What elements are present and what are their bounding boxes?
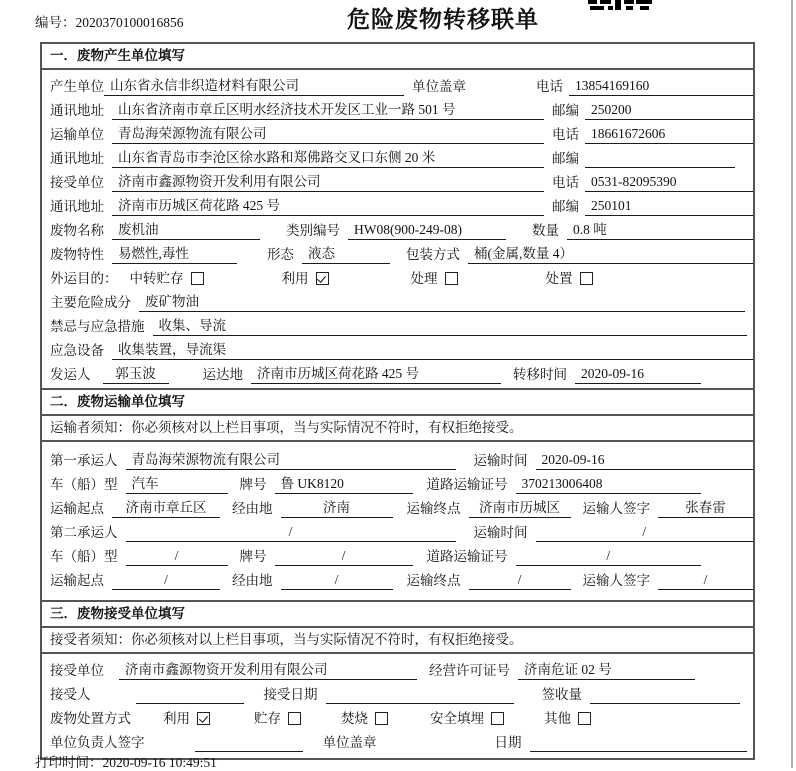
vehicle-type-value: 汽车 xyxy=(126,472,228,494)
shipper-label: 发运人 xyxy=(50,367,91,382)
zip-label: 邮编 xyxy=(552,199,579,214)
date-label: 日期 xyxy=(494,735,522,750)
row-producer-address xyxy=(50,96,753,120)
accept-date-label: 接受日期 xyxy=(263,687,318,702)
transporter-phone-value: 18661672606 xyxy=(585,126,753,144)
hazard-components-value: 废矿物油 xyxy=(139,290,745,312)
second-carrier-label: 第二承运人 xyxy=(50,525,118,540)
plate-number-value: 鲁 UK8120 xyxy=(275,472,413,494)
physical-form-label: 形态 xyxy=(267,247,294,262)
disposal-method-label: 废物处置方式 xyxy=(50,711,131,726)
license-number-value: 济南危证 02 号 xyxy=(518,658,695,680)
recipient-value xyxy=(136,687,244,704)
carrier-signature-value: 张春雷 xyxy=(658,496,753,518)
road-permit-value: / xyxy=(516,548,702,566)
checkbox-treat xyxy=(445,272,458,285)
destination-value: 济南市历城区荷花路 425 号 xyxy=(251,362,501,384)
vehicle-type-label: 车（船）型 xyxy=(50,549,118,564)
checkbox-utilize xyxy=(316,272,329,285)
route-via-label: 经由地 xyxy=(232,501,273,516)
destination-label: 运达地 xyxy=(202,367,243,382)
row-emergency-equipment xyxy=(50,336,753,360)
emergency-equipment-value: 收集装置，导流渠 xyxy=(112,338,753,360)
first-carrier-value: 青岛海荣源物流有限公司 xyxy=(126,448,456,470)
row-receiver xyxy=(50,168,753,192)
route-end-label: 运输终点 xyxy=(406,501,461,516)
transporter-value: 青岛海荣源物流有限公司 xyxy=(112,122,544,144)
second-carrier-value: / xyxy=(126,524,456,542)
row-second-vehicle xyxy=(50,542,753,566)
route-start-value: 济南市章丘区 xyxy=(112,496,220,518)
zip-label: 邮编 xyxy=(552,151,579,166)
checkbox-transit-storage xyxy=(191,272,204,285)
checkbox-incinerate xyxy=(375,712,388,725)
row-second-route xyxy=(50,566,753,590)
vehicle-type-label: 车（船）型 xyxy=(50,477,118,492)
option-other-label: 其他 xyxy=(544,711,571,726)
packaging-label: 包装方式 xyxy=(406,247,460,262)
transfer-time-label: 转移时间 xyxy=(513,367,567,382)
row-hazard-components xyxy=(50,288,753,312)
producer-address-value: 山东省济南市章丘区明水经济技术开发区工业一路 501 号 xyxy=(112,98,544,120)
checkbox-utilize xyxy=(197,712,210,725)
option-incinerate-label: 焚烧 xyxy=(341,711,368,726)
row-disposal-method xyxy=(50,704,753,728)
row-receiver-address xyxy=(50,192,753,216)
carrier-signature-label: 运输人签字 xyxy=(582,501,650,516)
waste-name-value: 废机油 xyxy=(112,218,260,240)
receiver-phone-value: 0531-82095390 xyxy=(585,174,753,192)
option-treat-label: 处理 xyxy=(410,271,438,286)
road-permit-label: 道路运输证号 xyxy=(426,477,508,492)
section2-notice: 运输者须知：你必须核对以上栏目事项，当与实际情况不符时，有权拒绝接受。 xyxy=(42,416,753,442)
zip-label: 邮编 xyxy=(552,103,579,118)
road-permit-value: 370213006408 xyxy=(516,476,702,494)
row-first-route xyxy=(50,494,753,518)
phone-label: 电话 xyxy=(552,127,579,142)
carrier-signature-label: 运输人签字 xyxy=(582,573,650,588)
emergency-measures-value: 收集、导流 xyxy=(153,314,748,336)
route-end-value: / xyxy=(469,572,571,590)
document-number-label: 编号： xyxy=(35,15,76,30)
waste-properties-value: 易燃性,毒性 xyxy=(112,242,237,264)
producer-phone-value: 13854169160 xyxy=(569,78,753,96)
vehicle-type-value: / xyxy=(126,548,228,566)
page-title: 危险废物转移联单 xyxy=(347,6,539,32)
option-dispose-label: 处置 xyxy=(545,271,573,286)
row-shipper xyxy=(50,360,753,384)
transport-time-value: / xyxy=(536,524,754,542)
checkbox-landfill xyxy=(491,712,504,725)
section2-body xyxy=(42,442,753,600)
address-label: 通讯地址 xyxy=(50,151,104,166)
unit-seal-label: 单位盖章 xyxy=(322,735,377,750)
row-first-vehicle xyxy=(50,470,753,494)
producer-zip-value: 250200 xyxy=(585,102,753,120)
address-label: 通讯地址 xyxy=(50,199,104,214)
section1-body xyxy=(42,70,753,388)
quantity-label: 数量 xyxy=(532,223,559,238)
transporter-address-value: 山东省青岛市李沧区徐水路和郑佛路交叉口东侧 20 米 xyxy=(112,146,544,168)
row-transporter-address xyxy=(50,144,753,168)
transporter-zip-value xyxy=(585,151,735,168)
section3-notice: 接受者须知：你必须核对以上栏目事项，当与实际情况不符时，有权拒绝接受。 xyxy=(42,628,753,654)
row-waste-name xyxy=(50,216,753,240)
route-start-label: 运输起点 xyxy=(50,501,104,516)
transport-time-label: 运输时间 xyxy=(473,525,528,540)
address-label: 通讯地址 xyxy=(50,103,104,118)
responsible-signature-value xyxy=(195,735,303,752)
quantity-value: 0.8 吨 xyxy=(567,218,753,240)
hazard-components-label: 主要危险成分 xyxy=(50,295,131,310)
checkbox-other xyxy=(578,712,591,725)
print-time-label: 打印时间： xyxy=(35,755,103,770)
document-number-value: 2020370100016856 xyxy=(75,15,184,30)
option-store-label: 贮存 xyxy=(254,711,281,726)
section3-heading: 三．废物接受单位填写 xyxy=(42,600,753,628)
category-code-label: 类别编号 xyxy=(286,223,340,238)
accepting-unit-value: 济南市鑫源物资开发利用有限公司 xyxy=(119,658,417,680)
unit-seal-label: 单位盖章 xyxy=(412,79,466,94)
transfer-time-value: 2020-09-16 xyxy=(575,366,701,384)
received-quantity-label: 签收量 xyxy=(541,687,582,702)
waste-properties-label: 废物特性 xyxy=(50,247,104,262)
category-code-value: HW08(900-249-08) xyxy=(348,222,506,240)
shipper-value: 郭玉波 xyxy=(103,362,169,384)
route-via-value: / xyxy=(281,572,393,590)
receiver-address-value: 济南市历城区荷花路 425 号 xyxy=(112,194,544,216)
qr-code-fragment-icon xyxy=(588,0,652,10)
receiver-label: 接受单位 xyxy=(50,175,104,190)
accept-date-value xyxy=(326,687,514,704)
phone-label: 电话 xyxy=(536,79,563,94)
transport-time-label: 运输时间 xyxy=(473,453,528,468)
manifest-form-table xyxy=(40,42,755,760)
plate-number-label: 牌号 xyxy=(239,549,267,564)
received-quantity-value xyxy=(590,687,740,704)
checkbox-dispose xyxy=(580,272,593,285)
license-number-label: 经营许可证号 xyxy=(429,663,510,678)
row-first-carrier xyxy=(50,446,753,470)
accepting-unit-label: 接受单位 xyxy=(50,663,104,678)
print-time xyxy=(35,751,217,771)
producer-value: 山东省永信非织造材料有限公司 xyxy=(104,74,404,96)
phone-label: 电话 xyxy=(552,175,579,190)
first-carrier-label: 第一承运人 xyxy=(50,453,118,468)
road-permit-label: 道路运输证号 xyxy=(426,549,508,564)
emergency-equipment-label: 应急设备 xyxy=(50,343,104,358)
plate-number-value: / xyxy=(275,548,413,566)
waste-name-label: 废物名称 xyxy=(50,223,104,238)
print-time-value: 2020-09-16 10:49:51 xyxy=(102,755,217,770)
route-via-label: 经由地 xyxy=(232,573,273,588)
route-start-label: 运输起点 xyxy=(50,573,104,588)
transporter-label: 运输单位 xyxy=(50,127,104,142)
option-landfill-label: 安全填埋 xyxy=(430,711,484,726)
route-end-label: 运输终点 xyxy=(406,573,461,588)
physical-form-value: 液态 xyxy=(302,242,390,264)
route-via-value: 济南 xyxy=(281,496,393,518)
producer-label: 产生单位 xyxy=(50,79,104,94)
receiver-zip-value: 250101 xyxy=(585,198,753,216)
row-accepting-unit xyxy=(50,656,753,680)
row-second-carrier xyxy=(50,518,753,542)
recipient-label: 接受人 xyxy=(50,687,91,702)
checkbox-store xyxy=(288,712,301,725)
carrier-signature-value: / xyxy=(658,572,753,590)
row-transfer-purpose xyxy=(50,264,753,288)
plate-number-label: 牌号 xyxy=(239,477,267,492)
transport-time-value: 2020-09-16 xyxy=(536,452,754,470)
responsible-signature-label: 单位负责人签字 xyxy=(50,735,145,750)
transfer-purpose-label: 外运目的： xyxy=(50,271,118,286)
row-emergency-measures xyxy=(50,312,753,336)
option-utilize-label: 利用 xyxy=(163,711,190,726)
row-producer xyxy=(50,72,753,96)
section2-heading: 二．废物运输单位填写 xyxy=(42,388,753,416)
option-transit-storage-label: 中转贮存 xyxy=(129,271,184,286)
date-value xyxy=(530,735,748,752)
page-scan-edge xyxy=(791,0,793,768)
packaging-value: 桶(金属,数量 4） xyxy=(468,242,753,264)
section1-heading: 一．废物产生单位填写 xyxy=(42,44,753,70)
row-waste-properties xyxy=(50,240,753,264)
option-utilize-label: 利用 xyxy=(281,271,309,286)
section3-body xyxy=(42,654,753,758)
emergency-measures-label: 禁忌与应急措施 xyxy=(50,319,145,334)
receiver-value: 济南市鑫源物资开发利用有限公司 xyxy=(112,170,544,192)
route-start-value: / xyxy=(112,572,220,590)
row-transporter xyxy=(50,120,753,144)
row-recipient xyxy=(50,680,753,704)
row-responsible-signature xyxy=(50,728,753,752)
route-end-value: 济南市历城区 xyxy=(469,496,571,518)
